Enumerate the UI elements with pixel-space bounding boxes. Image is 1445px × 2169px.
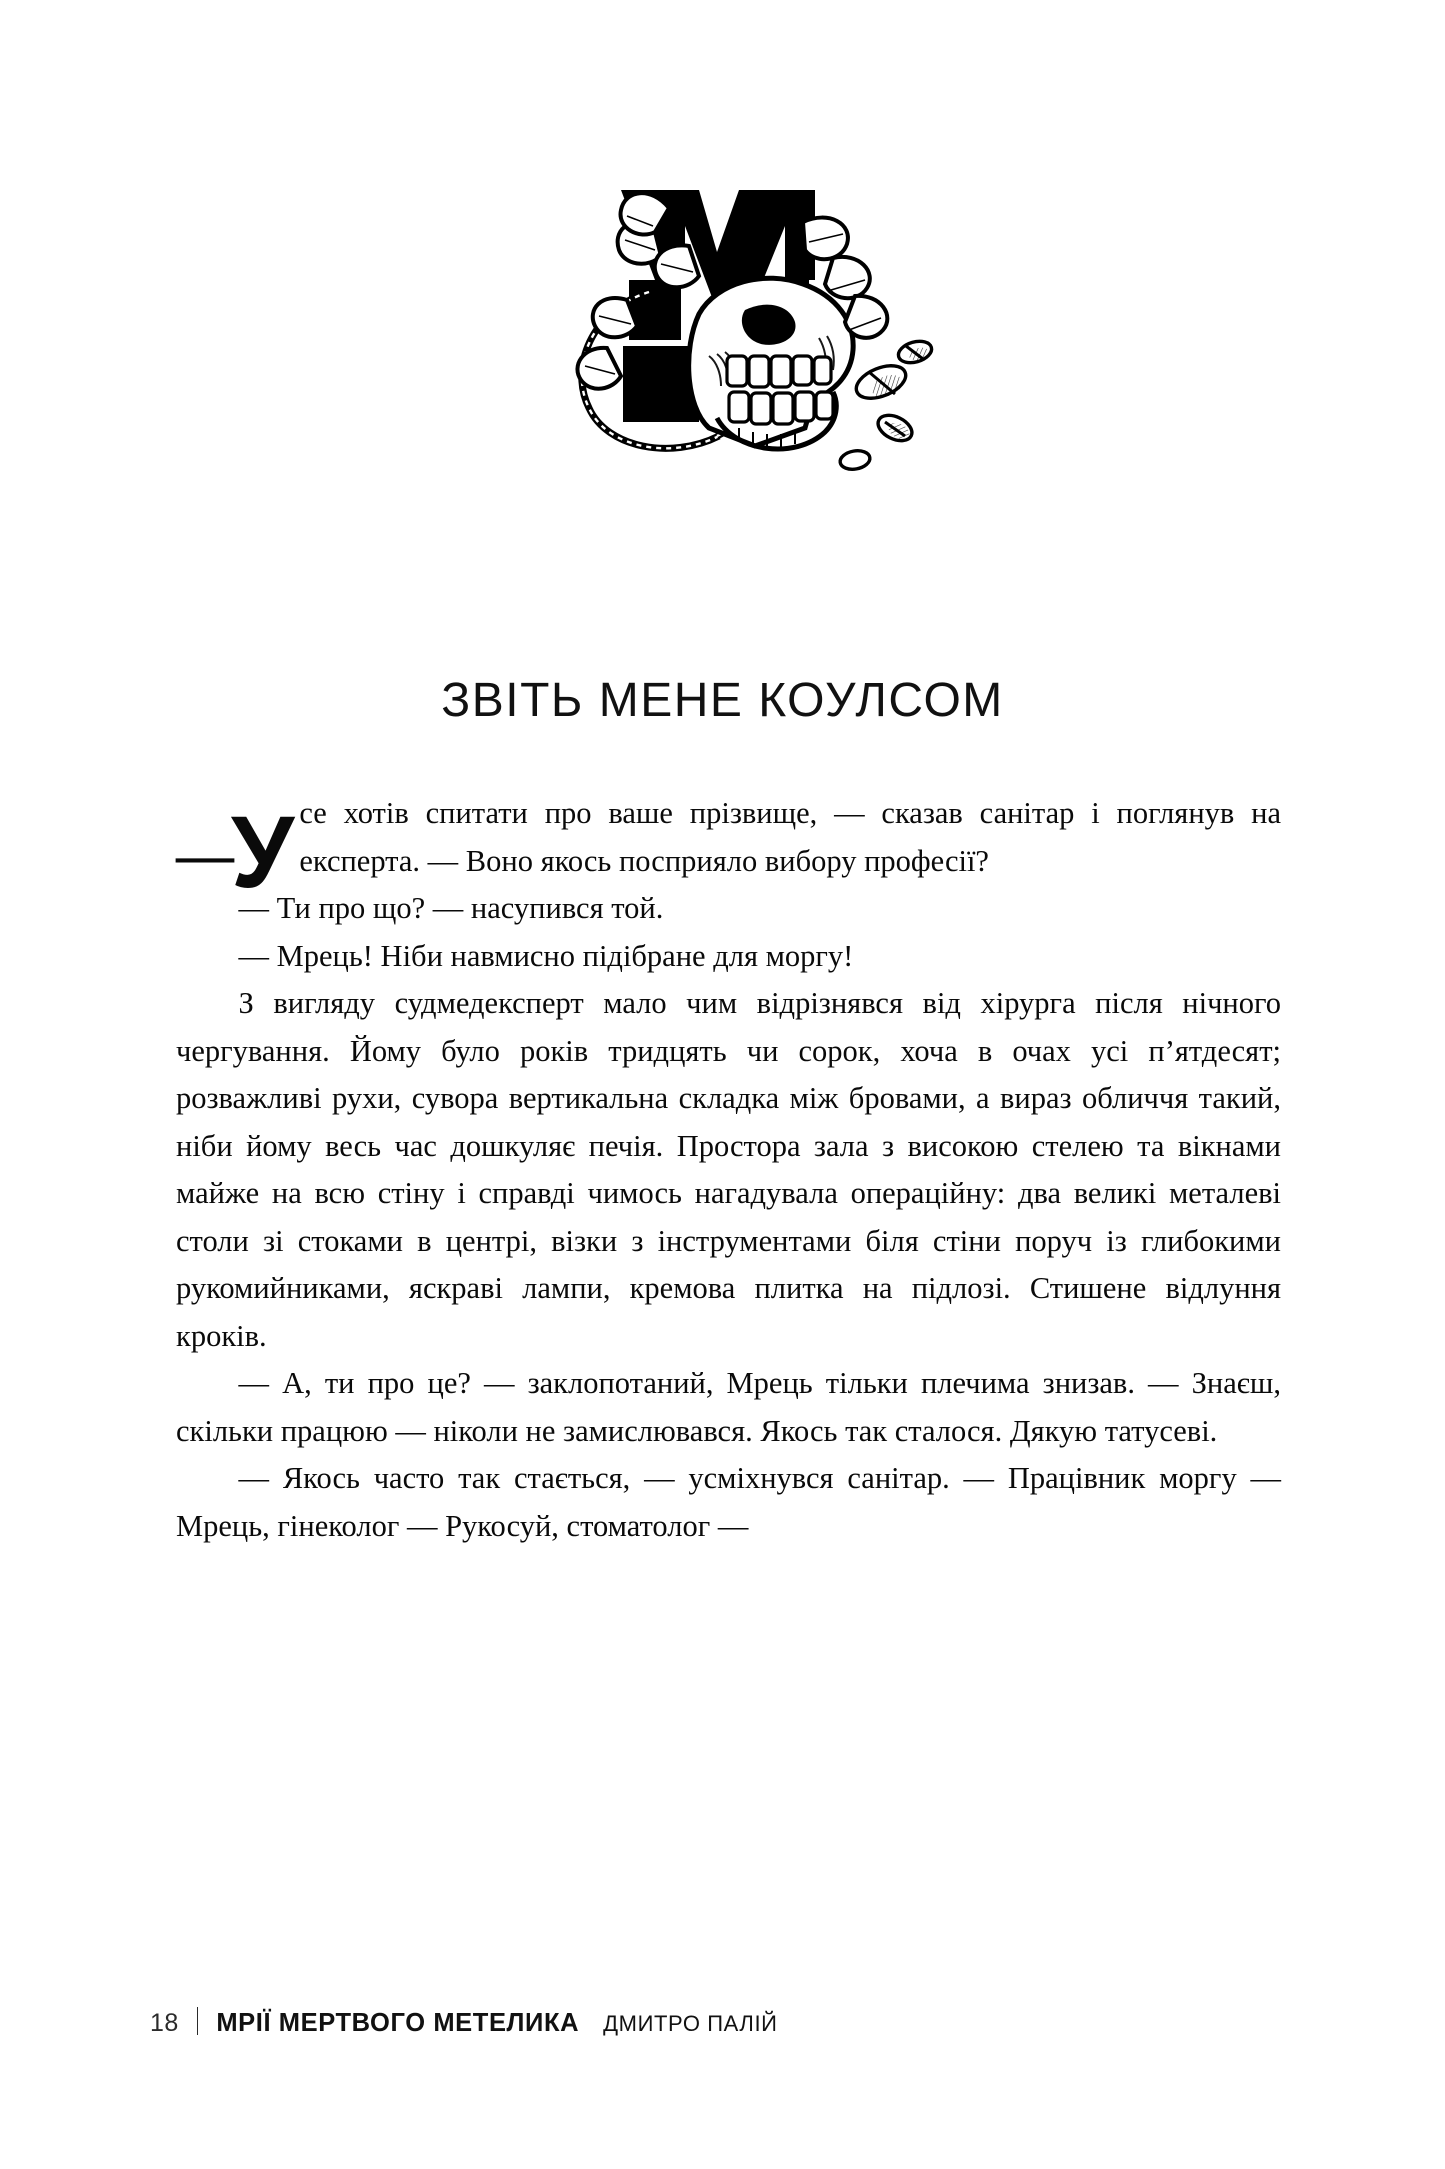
paragraph-text: — А, ти про це? — заклопотаний, Мрець тільки плечима знизав. — Знаєш, скільки працюю — ніколи не замислювався. Якось так сталося. Дякую татусеві. [176,1366,1281,1448]
dropcap-letter: У [230,795,295,910]
chapter-illustration [0,150,1445,570]
paragraph-text: З вигляду судмедексперт мало чим відрізнявся від хірурга після нічного чергування. Йому було років тридцять чи сорок, хоча в очах усі п’ятдесят; розважливі рухи, сувора вертикальна складка між бровами, а вираз обличчя такий, ніби йому весь час дошкуляє печія. Простора зала з високою стелею та вікнами майже на всю стіну і справді чимось нагадувала операційну: два великі металеві столи зі стоками в центрі, візки з інструментами біля стіни поруч із глибокими рукомийниками, яскраві лампи, кремова плитка на підлозі. Стишене відлуння кроків. [176,986,1281,1353]
skull-with-rope-and-leaves-icon [503,160,943,560]
drop-cap [176,790,296,910]
footer-author: ДМИТРО ПАЛІЙ [603,2011,778,2036]
paragraph [176,885,1281,933]
paragraph-text: се хотів спитати про ваше прізвище, — сказав санітар і поглянув на експерта. — Воно якось посприяло вибору професії? [299,796,1281,878]
paragraph-text: — Якось часто так стається, — усміхнувся санітар. — Працівник моргу — Мрець, гінеколог — Рукосуй, стоматолог — [176,1461,1281,1543]
paragraph-text: — Ти про що? — насупився той. [238,891,664,925]
body-text [176,790,1281,1550]
paragraph [176,933,1281,981]
page-footer [150,2003,778,2038]
paragraph-text: — Мрець! Ніби навмисно підібране для моргу! [238,938,854,973]
footer-separator [197,2007,199,2035]
chapter-title: ЗВІТЬ МЕНЕ КОУЛСОМ [441,674,1004,728]
paragraph [176,1360,1281,1455]
paragraph [176,980,1281,1360]
dropcap-dash: — [176,822,233,888]
paragraph [176,1455,1281,1550]
footer-book-title: МРІЇ МЕРТВОГО МЕТЕЛИКА [216,2009,580,2037]
page-number: 18 [150,2009,179,2037]
